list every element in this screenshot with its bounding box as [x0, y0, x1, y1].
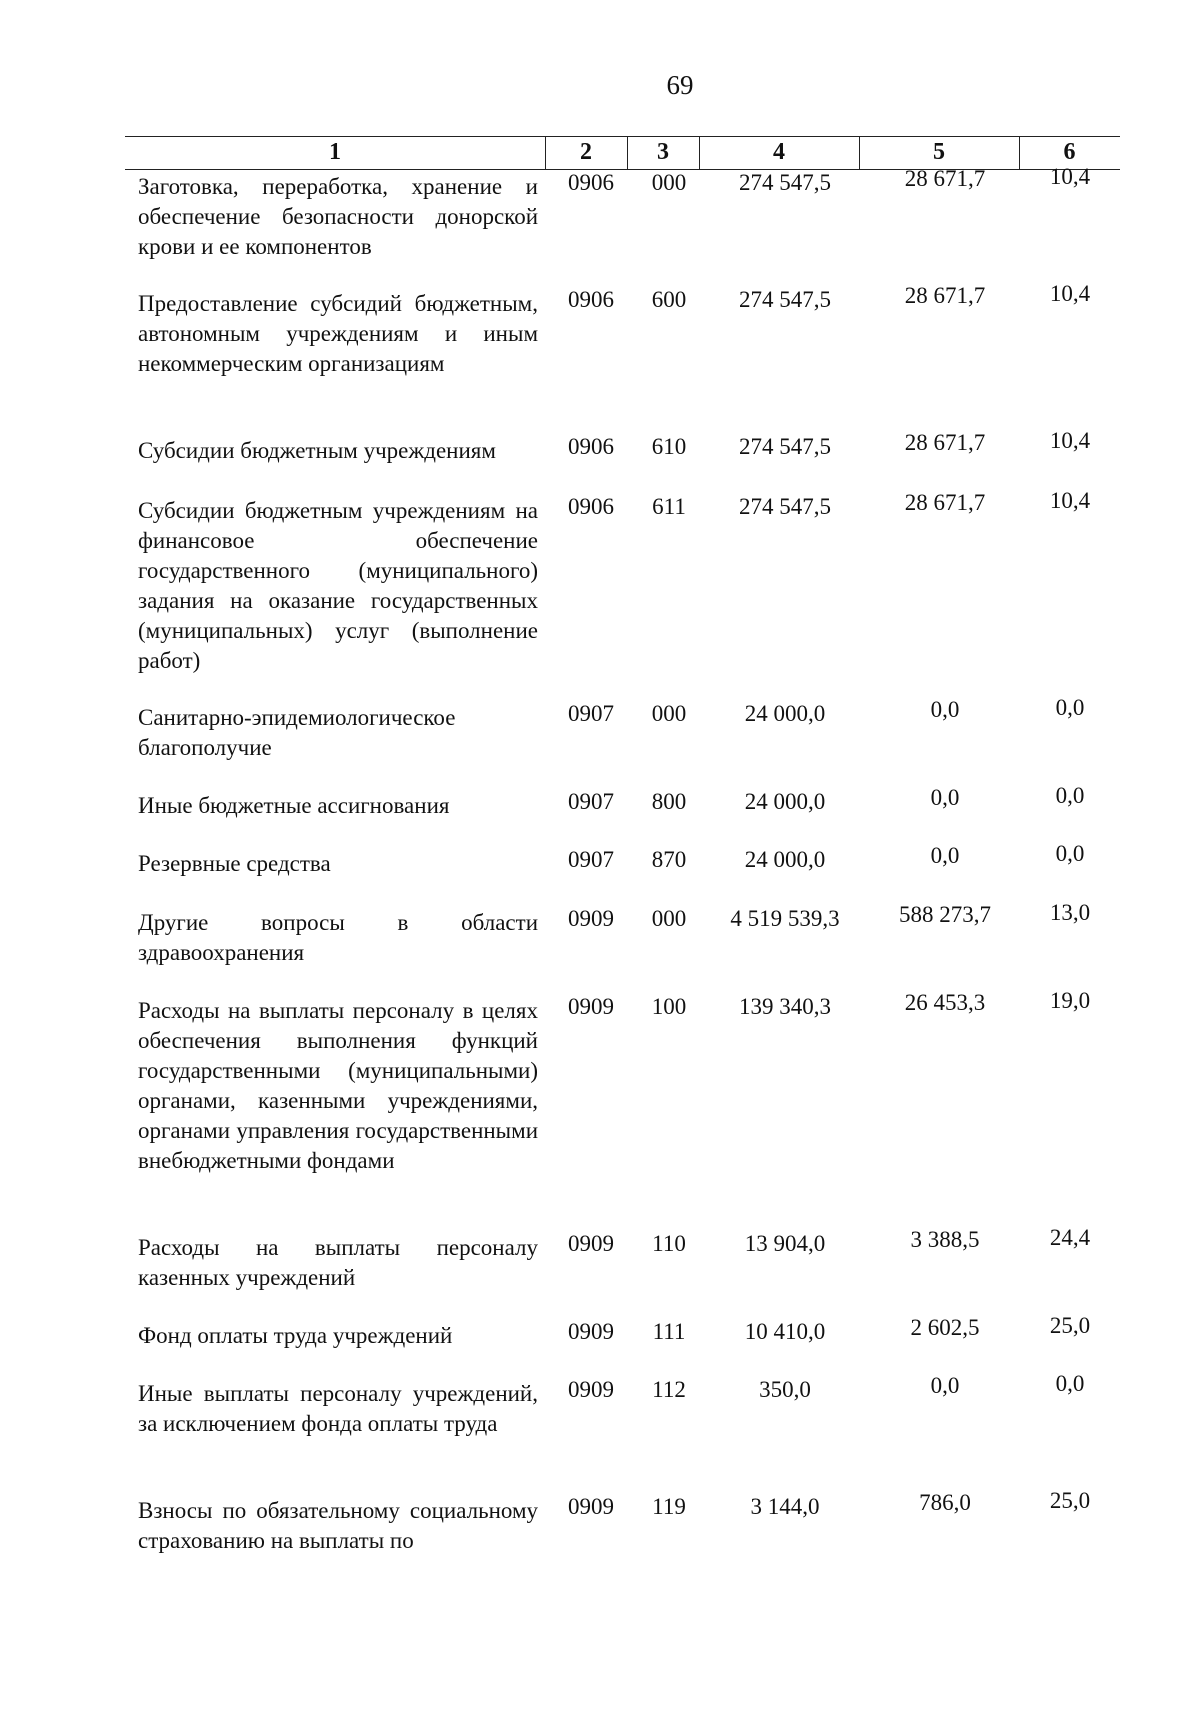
row-section-code: 0909 — [568, 994, 614, 1019]
row-plan-value: 10 410,0 — [744, 1319, 826, 1344]
row-section-code: 0909 — [568, 1319, 614, 1344]
row-plan-value: 274 547,5 — [739, 494, 831, 519]
row-plan-value: 13 904,0 — [744, 1231, 826, 1256]
row-plan-value: 24 000,0 — [744, 847, 826, 872]
row-section-code: 0907 — [568, 789, 614, 814]
row-name: Субсидии бюджетным учреждениям — [138, 438, 496, 463]
row-section-code: 0909 — [568, 906, 614, 931]
row-name: Предоставление субсидий бюджетным, автономным учреждениям и иным некоммерческим организациям — [138, 291, 538, 376]
row-section-code: 0909 — [568, 1377, 614, 1402]
header-col-5: 5 — [933, 139, 945, 165]
row-percent: 25,0 — [1049, 1313, 1091, 1338]
row-plan-value: 350,0 — [759, 1377, 811, 1402]
row-plan-value: 139 340,3 — [739, 994, 831, 1019]
row-percent: 19,0 — [1049, 988, 1091, 1013]
table-header — [125, 136, 1120, 170]
row-executed-value: 28 671,7 — [904, 283, 986, 308]
row-type-code: 870 — [651, 847, 687, 872]
row-section-code: 0907 — [568, 847, 614, 872]
row-type-code: 110 — [652, 1231, 686, 1256]
row-executed-value: 2 602,5 — [910, 1315, 980, 1340]
row-plan-value: 3 144,0 — [750, 1494, 820, 1519]
row-section-code: 0906 — [568, 287, 614, 312]
row-percent: 25,0 — [1049, 1488, 1091, 1513]
row-name: Субсидии бюджетным учреждениям на финансовое обеспечение государственного (муниципального) задания на оказание государственных (муниципальных) услуг (выполнение работ) — [138, 498, 538, 673]
row-name: Взносы по обязательному социальному страхованию на выплаты по — [138, 1498, 538, 1553]
row-executed-value: 0,0 — [930, 785, 960, 810]
row-section-code: 0909 — [568, 1231, 614, 1256]
row-name: Расходы на выплаты персоналу в целях обеспечения выполнения функций государственными (муниципальными) органами, казенными учреждениями, органами управления государственными внебюджетными фондами — [138, 998, 538, 1173]
row-executed-value: 26 453,3 — [904, 990, 986, 1015]
row-name: Другие вопросы в области здравоохранения — [138, 910, 538, 965]
row-executed-value: 0,0 — [930, 843, 960, 868]
row-name: Резервные средства — [138, 851, 331, 876]
row-type-code: 112 — [652, 1377, 686, 1402]
row-section-code: 0906 — [568, 170, 614, 195]
row-percent: 10,4 — [1049, 164, 1091, 189]
row-plan-value: 24 000,0 — [744, 789, 826, 814]
header-col-6: 6 — [1063, 139, 1076, 165]
row-type-code: 000 — [651, 906, 687, 931]
row-plan-value: 24 000,0 — [744, 701, 826, 726]
row-section-code: 0907 — [568, 701, 614, 726]
row-type-code: 000 — [651, 170, 687, 195]
row-percent: 0,0 — [1055, 695, 1085, 720]
row-plan-value: 4 519 539,3 — [730, 906, 840, 931]
header-col-3: 3 — [657, 139, 669, 165]
header-col-4: 4 — [773, 139, 785, 165]
row-plan-value: 274 547,5 — [739, 287, 831, 312]
row-section-code: 0906 — [568, 434, 614, 459]
row-percent: 10,4 — [1049, 488, 1091, 513]
row-type-code: 000 — [651, 701, 687, 726]
row-percent: 0,0 — [1055, 1371, 1085, 1396]
row-section-code: 0906 — [568, 494, 614, 519]
header-col-1: 1 — [329, 139, 341, 165]
row-percent: 13,0 — [1049, 900, 1091, 925]
row-percent: 10,4 — [1049, 428, 1091, 453]
row-executed-value: 588 273,7 — [899, 902, 991, 927]
row-executed-value: 28 671,7 — [904, 490, 986, 515]
page-number: 69 — [666, 70, 694, 100]
row-section-code: 0909 — [568, 1494, 614, 1519]
row-executed-value: 28 671,7 — [904, 430, 986, 455]
row-name: Санитарно-эпидемиологическое благополучие — [138, 705, 456, 760]
row-executed-value: 0,0 — [930, 1373, 960, 1398]
row-name: Иные бюджетные ассигнования — [138, 793, 450, 818]
row-type-code: 600 — [651, 287, 687, 312]
row-type-code: 800 — [651, 789, 687, 814]
row-type-code: 119 — [652, 1494, 686, 1519]
row-type-code: 100 — [651, 994, 687, 1019]
row-name: Расходы на выплаты персоналу казенных учреждений — [138, 1235, 538, 1290]
row-plan-value: 274 547,5 — [739, 434, 831, 459]
row-percent: 24,4 — [1049, 1225, 1091, 1250]
row-executed-value: 3 388,5 — [910, 1227, 980, 1252]
row-type-code: 611 — [652, 494, 686, 519]
row-name: Фонд оплаты труда учреждений — [138, 1323, 453, 1348]
row-percent: 0,0 — [1055, 783, 1085, 808]
row-executed-value: 28 671,7 — [904, 166, 986, 191]
row-executed-value: 786,0 — [919, 1490, 971, 1515]
row-executed-value: 0,0 — [930, 697, 960, 722]
row-type-code: 610 — [651, 434, 687, 459]
row-type-code: 111 — [652, 1319, 686, 1344]
row-percent: 0,0 — [1055, 841, 1085, 866]
row-plan-value: 274 547,5 — [739, 170, 831, 195]
row-name: Заготовка, переработка, хранение и обеспечение безопасности донорской крови и ее компонентов — [138, 174, 538, 259]
header-col-2: 2 — [580, 139, 592, 165]
row-percent: 10,4 — [1049, 281, 1091, 306]
row-name: Иные выплаты персоналу учреждений, за исключением фонда оплаты труда — [138, 1381, 538, 1436]
